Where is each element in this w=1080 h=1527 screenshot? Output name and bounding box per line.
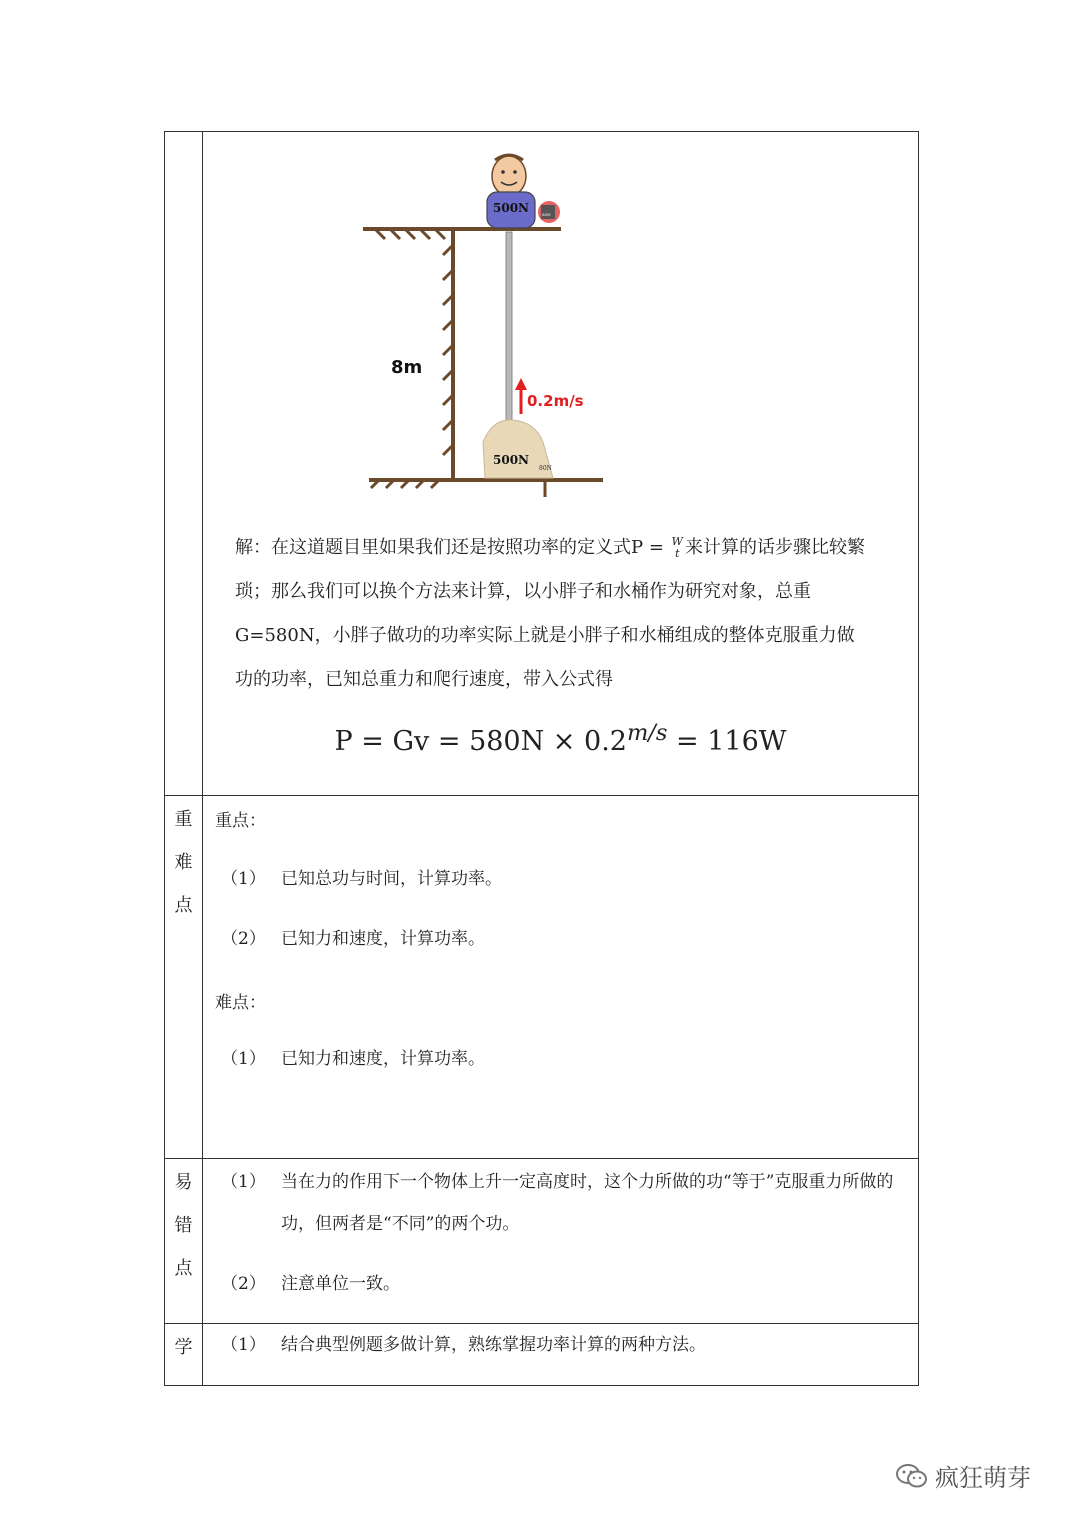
study-label-cell — [165, 1324, 203, 1386]
difficult-item: （1） 已知力和速度，计算功率。 — [221, 1049, 485, 1069]
person-figure — [487, 155, 560, 228]
load-weight-label: 500N — [493, 453, 530, 467]
row1-label-cell — [165, 132, 203, 796]
power-formula: $P = Gv = 580N \times 0.2^{m/s} = 116W$ — [334, 720, 787, 757]
study-cell — [203, 1324, 919, 1386]
person-small-weight-label: 80N — [542, 212, 551, 217]
person-weight-label: 500N — [493, 201, 530, 215]
solution-line-1: 解：在这道题目里如果我们还是按照功率的定义式P = W t 来计算的话步骤比较繁 — [235, 535, 865, 560]
height-label: 8m — [391, 357, 423, 378]
watermark — [895, 1458, 1031, 1493]
fraction-w-over-t: W t — [671, 535, 683, 560]
key-points-label-cell — [165, 796, 203, 1159]
solution-text — [235, 526, 895, 702]
lesson-table — [164, 131, 919, 1386]
error-item: （2） 注意单位一致。 — [221, 1274, 400, 1294]
error-points-label: 易 错 点 — [174, 1172, 193, 1279]
key-item: （2） 已知力和速度，计算功率。 — [221, 929, 485, 949]
formula-unit: m/s — [626, 720, 668, 746]
study-item: （1） 结合典型例题多做计算，熟练掌握功率计算的两种方法。 — [221, 1335, 706, 1355]
speed-arrow-icon — [515, 378, 527, 414]
speed-label: 0.2m/s — [527, 392, 584, 410]
error-item: （1） 当在力的作用下一个物体上升一定高度时，这个力所做的功“等于”克服重力所做的功，但两者是“不同”的两个功。 — [221, 1172, 894, 1234]
difficult-title: 难点： — [215, 993, 266, 1013]
error-points-cell — [203, 1159, 919, 1324]
key-title: 重点： — [215, 811, 266, 831]
key-points-cell — [203, 796, 919, 1159]
solution-line-4: 功的功率，已知总重力和爬行速度，带入公式得 — [235, 669, 613, 690]
load-small-weight-label: 80N — [539, 465, 552, 472]
solution-line-2: 琐；那么我们可以换个方法来计算，以小胖子和水桶作为研究对象，总重 — [235, 581, 811, 602]
study-label: 学 — [174, 1337, 193, 1358]
solution-cell — [203, 132, 919, 796]
rope-pole — [506, 232, 512, 432]
physics-figure — [323, 142, 603, 507]
key-item: （1） 已知总功与时间，计算功率。 — [221, 869, 502, 889]
key-points-label: 重 难 点 — [174, 809, 193, 916]
error-points-label-cell — [165, 1159, 203, 1324]
solution-line-3: G=580N，小胖子做功的功率实际上就是小胖子和水桶组成的整体克服重力做 — [235, 625, 855, 646]
wechat-icon — [895, 1462, 929, 1490]
watermark-text: 疯狂萌芽 — [935, 1464, 1031, 1492]
